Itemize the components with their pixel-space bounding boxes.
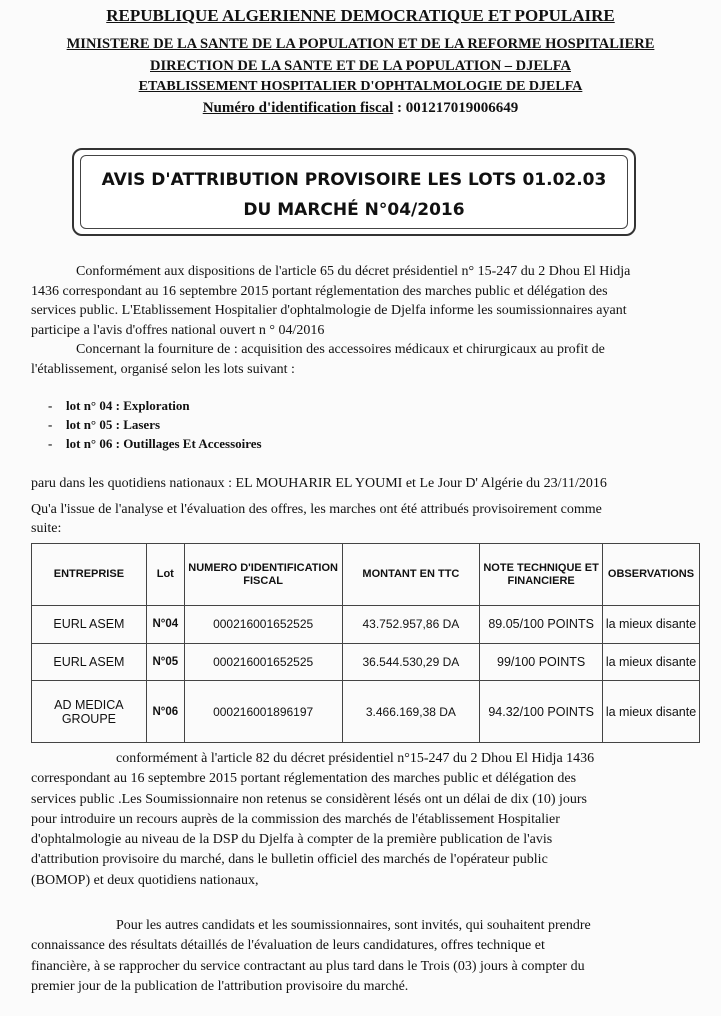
list-item: - lot n° 05 : Lasers [48,417,161,432]
recours-line: d'ophtalmologie au niveau de la DSP du Djelfa à compter de la première publication de l'avis [31,832,553,848]
title-frame [72,148,636,236]
cell-montant: 43.752.957,86 DA [342,606,480,644]
cell-observations: la mieux disante [603,681,700,743]
cell-note: 89.05/100 POINTS [480,606,603,644]
header-ministry: MINISTERE DE LA SANTE DE LA POPULATION ET DE LA REFORME HOSPITALIERE [66,36,655,52]
cell-lot: N°05 [146,643,184,681]
candidats-line: premier jour de la publication de l'attribution provisoire du marché. [31,978,409,994]
intro-paragraph [31,262,691,379]
intro-line: Concernant la fourniture de : acquisition des accessoires médicaux et chirurgicaux au profit de [76,342,605,357]
table-row [32,643,700,681]
cell-numero: 000216001652525 [184,606,342,644]
recours-line: (BOMOP) et deux quotidiens nationaux, [31,872,259,888]
issue-paragraph [31,500,691,538]
header-republic: REPUBLIQUE ALGERIENNE DEMOCRATIQUE ET POPULAIRE [106,6,615,25]
list-item: - lot n° 04 : Exploration [48,398,190,413]
cell-entreprise: AD MEDICA GROUPE [32,681,147,743]
recours-line: services public .Les Soumissionnaire non retenus se considèrent lésés ont un délai de dix (10) jours [31,791,587,807]
candidats-line: financière, à se rapprocher du service contractant au plus tard dans le Trois (03) jours à compter du [31,958,585,974]
title-frame-inner [80,155,628,229]
list-item: - lot n° 06 : Outillages Et Accessoires [48,436,262,451]
publication-line: paru dans les quotidiens nationaux : EL MOUHARIR EL YOUMI et Le Jour D' Algérie du 23/11/2016 [31,476,607,491]
issue-line: Qu'a l'issue de l'analyse et l'évaluation des offres, les marches ont été attribués provisoirement comme [31,502,602,517]
issue-line: suite: [31,521,62,536]
cell-lot: N°04 [146,606,184,644]
col-header-note: NOTE TECHNIQUE ET FINANCIERE [480,544,603,606]
col-header-numero: NUMERO D'IDENTIFICATION FISCAL [184,544,342,606]
notice-title: AVIS D'ATTRIBUTION PROVISOIRE LES LOTS 01.02.03 [101,170,607,190]
table-header-row [32,544,700,606]
candidats-paragraph [31,916,691,997]
header-direction: DIRECTION DE LA SANTE ET DE LA POPULATION – DJELFA [150,58,571,74]
col-header-entreprise: ENTREPRISE [32,544,147,606]
fiscal-value: : 001217019006649 [397,100,519,116]
col-header-montant: MONTANT EN TTC [342,544,480,606]
candidats-line: Pour les autres candidats et les soumissionnaires, sont invités, qui souhaitent prendre [116,918,591,933]
cell-note: 94.32/100 POINTS [480,681,603,743]
recours-line: correspondant au 16 septembre 2015 portant réglementation des marches public et délégation des [31,771,577,787]
intro-line: l'établissement, organisé selon les lots suivant : [31,361,295,377]
cell-observations: la mieux disante [603,643,700,681]
col-header-observations: OBSERVATIONS [603,544,700,606]
recours-line: pour introduire un recours auprès de la commission des marchés de l'établissement Hospitalier [31,811,560,827]
recours-line: conformément à l'article 82 du décret présidentiel n°15-247 du 2 Dhou El Hidja 1436 [116,751,595,766]
results-table [31,543,700,743]
recours-paragraph [31,749,691,891]
cell-numero: 000216001652525 [184,643,342,681]
cell-observations: la mieux disante [603,606,700,644]
intro-line: participe a l'avis d'offres national ouvert n ° 04/2016 [31,322,325,338]
fiscal-label: Numéro d'identification fiscal [202,100,394,116]
candidats-line: connaissance des résultats détaillés de l'évaluation de leurs candidatures, offres technique et [31,938,545,954]
cell-lot: N°06 [146,681,184,743]
intro-line: services public. L'Etablissement Hospitalier d'ophtalmologie de Djelfa informe les soumissionnaires ayant [31,303,627,318]
table-row [32,606,700,644]
lots-list [48,396,262,453]
header-fiscal [0,100,721,117]
cell-numero: 000216001896197 [184,681,342,743]
recours-line: d'attribution provisoire du marché, dans le bulletin officiel des marchés de l'opérateur public [31,852,548,868]
notice-subtitle: DU MARCHÉ N°04/2016 [243,200,465,220]
cell-entreprise: EURL ASEM [32,606,147,644]
intro-line: Conformément aux dispositions de l'article 65 du décret présidentiel n° 15-247 du 2 Dhou El Hidja [76,264,631,279]
cell-entreprise: EURL ASEM [32,643,147,681]
intro-line: 1436 correspondant au 16 septembre 2015 portant réglementation des marches public et délégation des [31,283,608,299]
cell-montant: 3.466.169,38 DA [342,681,480,743]
cell-note: 99/100 POINTS [480,643,603,681]
table-row [32,681,700,743]
cell-montant: 36.544.530,29 DA [342,643,480,681]
header-establishment: ETABLISSEMENT HOSPITALIER D'OPHTALMOLOGIE DE DJELFA [138,79,583,94]
col-header-lot: Lot [146,544,184,606]
